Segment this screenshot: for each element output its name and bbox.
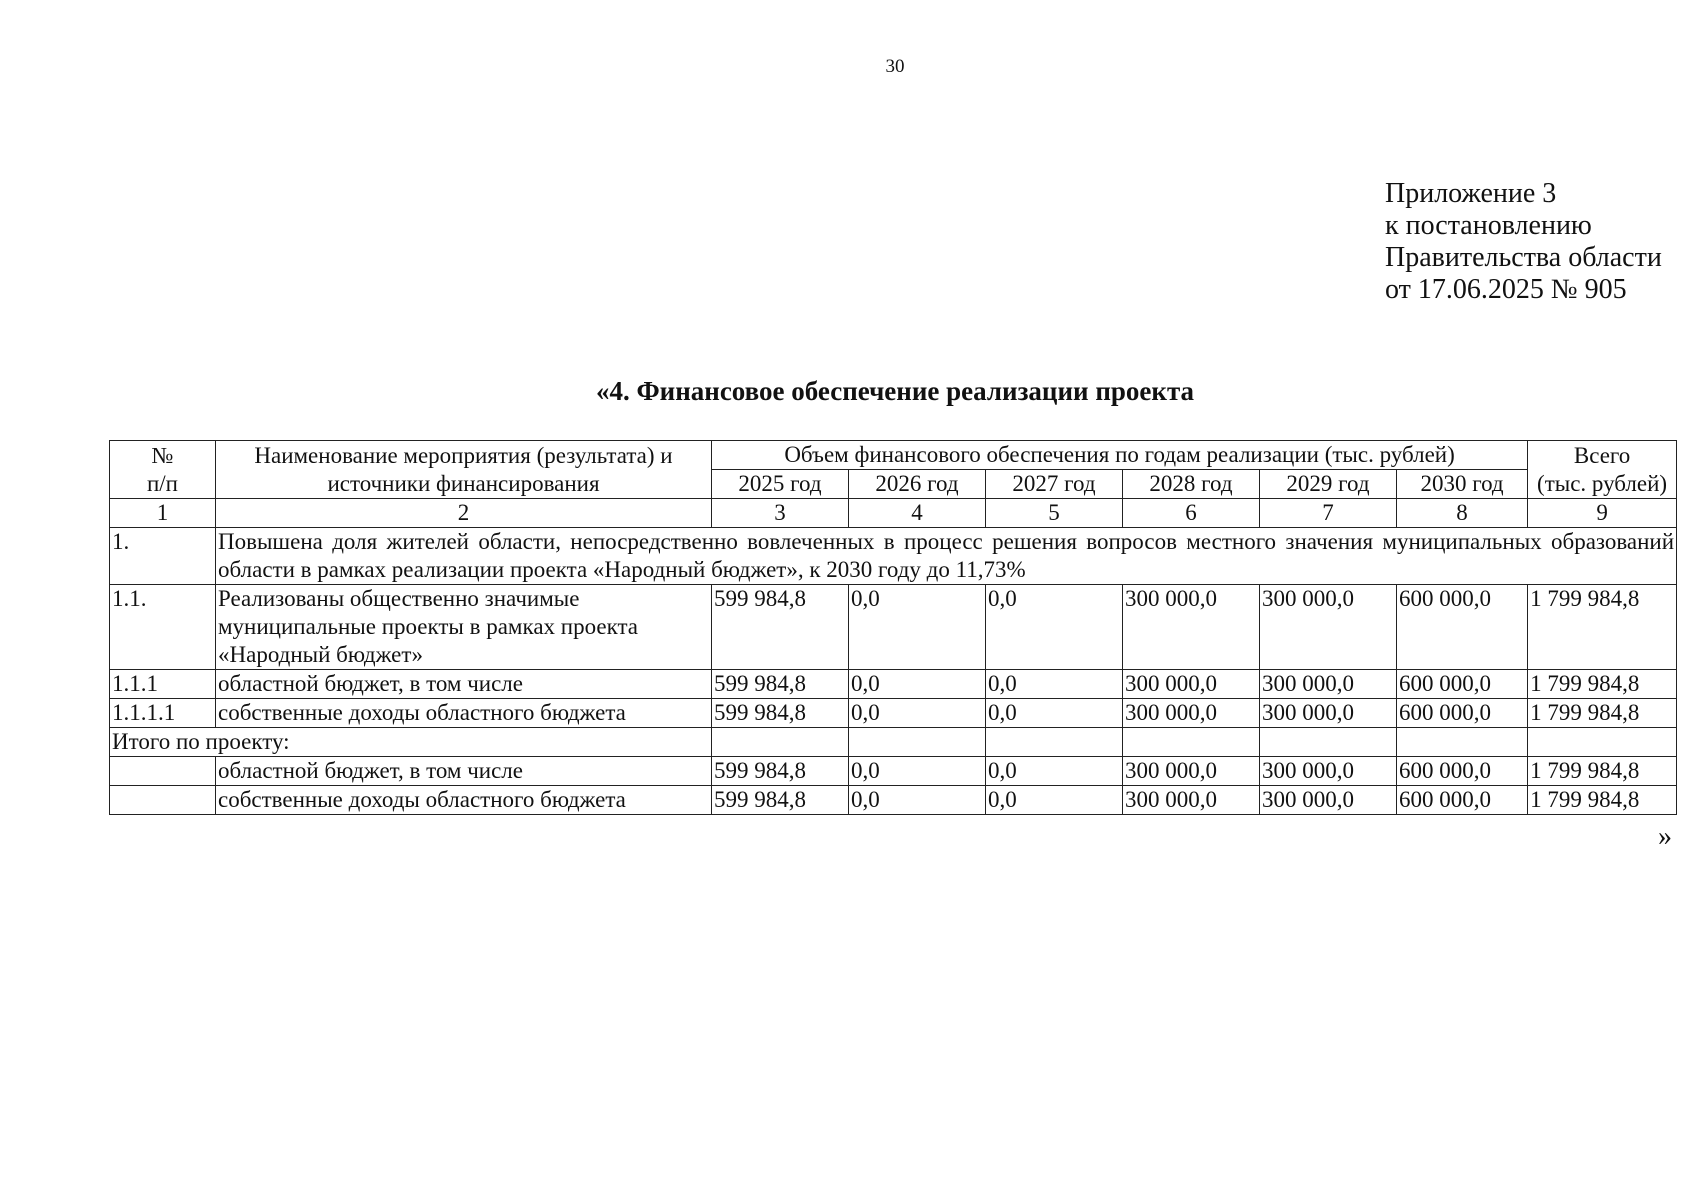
total-row: [110, 757, 1677, 786]
column-number: 6: [1123, 499, 1260, 528]
total-label: Итого по проекту:: [110, 728, 712, 757]
appendix-line: Приложение 3: [1385, 178, 1557, 209]
row-number: 1.1.: [110, 585, 216, 670]
header-year: 2026 год: [849, 470, 986, 499]
empty-cell: [712, 728, 849, 757]
row-value: 0,0: [986, 699, 1123, 728]
row-value: 0,0: [986, 585, 1123, 670]
closing-quote: »: [1658, 821, 1672, 852]
column-number: 2: [216, 499, 712, 528]
row-name: областной бюджет, в том числе: [216, 757, 712, 786]
row-value: 599 984,8: [712, 699, 849, 728]
row-value: 0,0: [986, 786, 1123, 815]
header-number-line: №: [151, 442, 174, 468]
row-value: 599 984,8: [712, 757, 849, 786]
header-number: [110, 441, 216, 499]
row-value: 0,0: [849, 670, 986, 699]
row-value: 599 984,8: [712, 786, 849, 815]
column-number: 1: [110, 499, 216, 528]
row-value: 0,0: [986, 670, 1123, 699]
row-value: 599 984,8: [712, 585, 849, 670]
row-value: 300 000,0: [1123, 699, 1260, 728]
row-value: 0,0: [849, 585, 986, 670]
row-total: 1 799 984,8: [1528, 585, 1677, 670]
header-number-line: п/п: [146, 470, 178, 496]
row-total: 1 799 984,8: [1528, 786, 1677, 815]
header-year: 2025 год: [712, 470, 849, 499]
empty-cell: [1260, 728, 1397, 757]
column-number: 7: [1260, 499, 1397, 528]
row-value: 300 000,0: [1123, 585, 1260, 670]
header-volume: Объем финансового обеспечения по годам реализации (тыс. рублей): [712, 441, 1528, 470]
header-year: 2028 год: [1123, 470, 1260, 499]
appendix-line: к постановлению: [1385, 210, 1592, 241]
header-total: [1528, 441, 1677, 499]
total-label-row: [110, 728, 1677, 757]
row-name: собственные доходы областного бюджета: [216, 786, 712, 815]
row-name: Реализованы общественно значимые муниципальные проекты в рамках проекта «Народный бюджет»: [216, 585, 712, 670]
row-name: собственные доходы областного бюджета: [216, 699, 712, 728]
section-text: Повышена доля жителей области, непосредственно вовлеченных в процесс решения вопросов местного значения муниципальных образований области в рамках реализации проекта «Народный бюджет», к 2030 году до 11,73%: [216, 528, 1677, 585]
row-number: 1.1.1.1: [110, 699, 216, 728]
page-number: 30: [885, 56, 905, 77]
header-row: [110, 441, 1677, 470]
row-value: 300 000,0: [1260, 670, 1397, 699]
header-total-line: (тыс. рублей): [1537, 470, 1668, 496]
row-name: областной бюджет, в том числе: [216, 670, 712, 699]
row-total: 1 799 984,8: [1528, 670, 1677, 699]
header-year: 2029 год: [1260, 470, 1397, 499]
row-total: 1 799 984,8: [1528, 699, 1677, 728]
table-row: [110, 670, 1677, 699]
row-total: 1 799 984,8: [1528, 757, 1677, 786]
row-value: 600 000,0: [1397, 757, 1528, 786]
row-number: 1.1.1: [110, 670, 216, 699]
section-row: [110, 528, 1677, 585]
section-title: «4. Финансовое обеспечение реализации проекта: [595, 376, 1195, 406]
row-value: 600 000,0: [1397, 699, 1528, 728]
row-value: 600 000,0: [1397, 585, 1528, 670]
header-name-line: Наименование мероприятия (результата) и: [254, 442, 673, 468]
empty-cell: [849, 728, 986, 757]
section-number: 1.: [110, 528, 216, 585]
row-value: 0,0: [849, 786, 986, 815]
financing-table: [109, 440, 1677, 815]
empty-cell: [1397, 728, 1528, 757]
empty-cell: [986, 728, 1123, 757]
row-value: 0,0: [986, 757, 1123, 786]
table-row: [110, 585, 1677, 670]
row-value: 600 000,0: [1397, 670, 1528, 699]
row-value: 300 000,0: [1260, 786, 1397, 815]
row-value: 300 000,0: [1260, 699, 1397, 728]
row-value: 300 000,0: [1123, 670, 1260, 699]
row-value: 300 000,0: [1123, 786, 1260, 815]
column-number: 9: [1528, 499, 1677, 528]
row-value: 600 000,0: [1397, 786, 1528, 815]
appendix-line: Правительства области: [1385, 242, 1662, 273]
header-name-line: источники финансирования: [327, 470, 600, 496]
row-value: 300 000,0: [1123, 757, 1260, 786]
column-number: 4: [849, 499, 986, 528]
row-value: 0,0: [849, 699, 986, 728]
total-row: [110, 786, 1677, 815]
column-numbers-row: [110, 499, 1677, 528]
empty-cell: [1528, 728, 1677, 757]
row-value: 300 000,0: [1260, 757, 1397, 786]
row-value: 0,0: [849, 757, 986, 786]
header-year: 2027 год: [986, 470, 1123, 499]
header-year: 2030 год: [1397, 470, 1528, 499]
empty-cell: [110, 757, 216, 786]
appendix-block: [1385, 178, 1662, 306]
header-total-line: Всего: [1573, 442, 1631, 468]
empty-cell: [110, 786, 216, 815]
row-value: 599 984,8: [712, 670, 849, 699]
empty-cell: [1123, 728, 1260, 757]
header-name: [216, 441, 712, 499]
column-number: 5: [986, 499, 1123, 528]
column-number: 3: [712, 499, 849, 528]
table-row: [110, 699, 1677, 728]
appendix-line: от 17.06.2025 № 905: [1385, 274, 1627, 305]
row-value: 300 000,0: [1260, 585, 1397, 670]
column-number: 8: [1397, 499, 1528, 528]
